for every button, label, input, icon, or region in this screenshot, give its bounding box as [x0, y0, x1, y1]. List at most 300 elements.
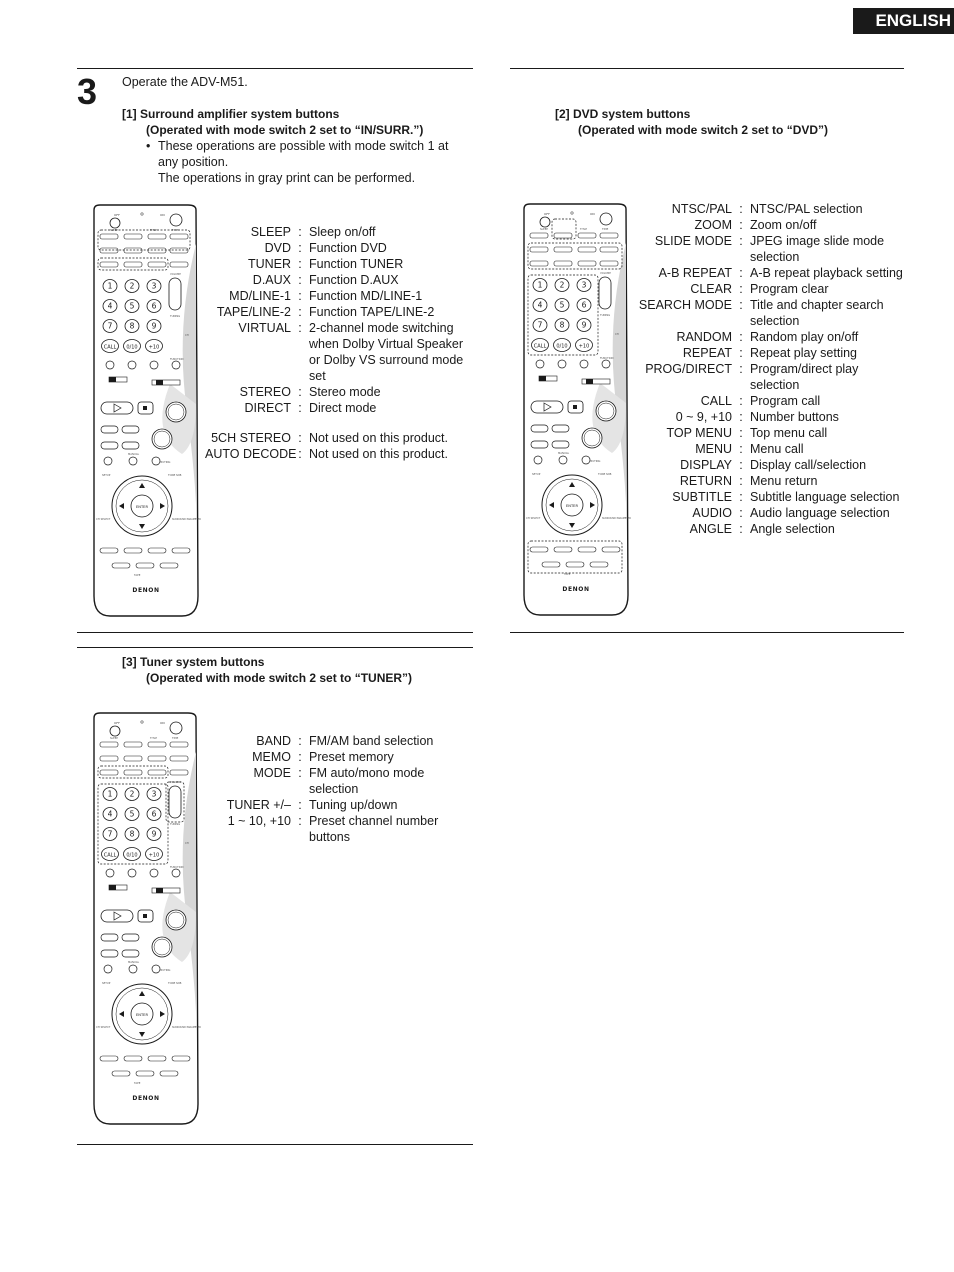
remote-round-button — [152, 965, 160, 973]
remote-label: MANUAL — [558, 452, 570, 455]
enter-label: ENTER — [136, 1013, 148, 1017]
separator: : — [739, 474, 743, 488]
remote-small-button — [100, 770, 118, 775]
function-description: Menu return — [750, 474, 818, 488]
remote-round-button — [106, 361, 114, 369]
function-description: Program call — [750, 394, 821, 408]
remote-label: MUTING — [160, 461, 171, 464]
remote-label: SURROUND PARAMETER — [602, 517, 631, 520]
remote-label: MUTING — [590, 460, 601, 463]
separator: : — [739, 330, 743, 344]
step-intro: Operate the ADV-M51. — [122, 75, 248, 89]
function-description: Random play on/off — [750, 330, 859, 344]
remote-small-button — [578, 233, 596, 238]
skip-button — [101, 442, 118, 449]
remote-round-button — [104, 457, 112, 465]
remote-label: SETUP — [532, 473, 541, 476]
skip-button — [122, 442, 139, 449]
remote-label: TIME — [172, 737, 179, 740]
function-key: DIRECT — [244, 401, 291, 415]
function-row — [638, 201, 903, 217]
function-description: Not used on this product. — [309, 431, 448, 445]
function-key — [638, 377, 732, 393]
remote-small-button — [148, 262, 166, 267]
separator: : — [739, 298, 743, 312]
function-row — [205, 368, 463, 384]
separator: : — [739, 282, 743, 296]
function-row — [205, 416, 463, 430]
remote-label: VOLUME — [600, 272, 611, 275]
number-key-label: +10 — [148, 344, 160, 351]
remote-label: TIME — [602, 228, 609, 231]
function-row — [638, 313, 903, 329]
remote-small-button — [100, 262, 118, 267]
function-row — [205, 446, 463, 462]
remote-label: OFF — [114, 721, 120, 725]
number-key-label: 8 — [129, 829, 135, 839]
number-key-label: 5 — [559, 300, 565, 310]
function-row — [638, 521, 903, 537]
function-row — [205, 304, 463, 320]
remote-small-button — [590, 562, 608, 567]
skip-button — [552, 425, 569, 432]
remote-label: VOLUME — [170, 781, 181, 784]
remote-small-button — [530, 247, 548, 252]
skip-button — [122, 934, 139, 941]
function-description: Repeat play setting — [750, 346, 858, 360]
play-button — [101, 910, 133, 922]
separator — [732, 377, 750, 393]
function-key: SUBTITLE — [672, 490, 732, 504]
section2-title: [2] DVD system buttons — [555, 107, 691, 121]
remote-small-button — [160, 1071, 178, 1076]
remote-label: FUNCTION — [170, 358, 184, 361]
function-description: Angle selection — [750, 522, 835, 536]
number-key-label: 6 — [151, 301, 157, 311]
number-key-label: 7 — [537, 320, 543, 330]
note-line: These operations are possible with mode switch 1 at — [158, 139, 449, 153]
remote-round-button — [128, 869, 136, 877]
function-description: Number buttons — [750, 410, 839, 424]
remote-label: TAPE — [564, 573, 571, 576]
remote-label: TUNING — [170, 315, 181, 318]
remote-round-button — [129, 457, 137, 465]
remote-label: TONE SDB — [168, 474, 182, 477]
section3-function-table — [205, 733, 438, 845]
remote-label: FUNCTION — [170, 866, 184, 869]
play-button — [101, 402, 133, 414]
remote-small-button — [170, 234, 188, 239]
skip-button — [122, 950, 139, 957]
separator: : — [739, 202, 743, 216]
skip-button — [122, 426, 139, 433]
function-description: Top menu call — [750, 426, 828, 440]
function-key: TUNER +/– — [226, 798, 291, 812]
stop-icon — [143, 914, 147, 918]
function-description: FM auto/mono mode — [309, 766, 425, 780]
function-row — [638, 409, 903, 425]
number-key-label: 8 — [559, 320, 565, 330]
function-description: A-B repeat playback setting — [750, 266, 903, 280]
function-key: DISPLAY — [680, 458, 732, 472]
function-description: selection — [309, 782, 359, 796]
remote-round-button — [152, 457, 160, 465]
remote-small-button — [566, 562, 584, 567]
separator — [291, 416, 309, 430]
function-key: BAND — [256, 734, 291, 748]
remote-small-button — [124, 1056, 142, 1061]
function-key: 1 ~ 10, +10 — [227, 814, 291, 828]
remote-small-button — [100, 1056, 118, 1061]
function-key — [205, 336, 291, 352]
function-key: TUNER — [247, 257, 291, 271]
remote-round-button — [602, 360, 610, 368]
separator: : — [298, 289, 302, 303]
play-button — [531, 401, 563, 413]
function-description: Function MD/LINE-1 — [309, 289, 423, 303]
function-description: 2-channel mode switching — [309, 321, 454, 335]
remote-label: CH — [185, 334, 189, 337]
remote-label: TITLE — [580, 228, 588, 231]
remote-label: CH SELECT — [96, 1026, 111, 1029]
remote-label: TUNING — [600, 314, 611, 317]
mode-switch-slider — [109, 377, 116, 382]
remote-small-button — [112, 563, 130, 568]
remote-small-button — [170, 756, 188, 761]
function-key — [205, 352, 291, 368]
function-description: Preset channel number — [309, 814, 439, 828]
separator: : — [739, 426, 743, 440]
number-key-label: CALL — [103, 852, 117, 859]
remote-label: ON — [160, 213, 165, 217]
function-row — [638, 425, 903, 441]
remote-small-button — [100, 234, 118, 239]
function-key: MODE — [253, 766, 291, 780]
function-description: Program/direct play — [750, 362, 859, 376]
function-row — [638, 457, 903, 473]
function-key: A-B REPEAT — [658, 266, 732, 280]
remote-small-button — [112, 1071, 130, 1076]
function-key — [638, 249, 732, 265]
divider — [77, 632, 473, 633]
separator: : — [298, 385, 302, 399]
number-key-label: +10 — [578, 343, 590, 350]
remote-small-button — [602, 547, 620, 552]
jog-button — [166, 910, 186, 930]
function-row — [638, 473, 903, 489]
mode-switch-slider — [109, 885, 116, 890]
function-description: Function DVD — [309, 241, 387, 255]
function-description: Audio language selection — [750, 506, 890, 520]
divider — [77, 647, 473, 648]
separator: : — [298, 447, 302, 461]
function-row — [205, 829, 438, 845]
skip-button — [552, 441, 569, 448]
separator: : — [739, 218, 743, 232]
number-key-label: 2 — [129, 281, 135, 291]
bullet: • — [146, 139, 151, 153]
function-key: DVD — [264, 241, 291, 255]
function-key: MEMO — [252, 750, 291, 764]
remote-control-illustration — [520, 203, 632, 619]
remote-small-button — [148, 756, 166, 761]
function-key: SEARCH MODE — [638, 298, 732, 312]
separator: : — [298, 766, 302, 780]
remote-label: CH — [615, 333, 619, 336]
function-key: STEREO — [239, 385, 291, 399]
volume-rocker — [599, 277, 611, 309]
skip-button — [101, 950, 118, 957]
section1-subtitle: (Operated with mode switch 2 set to “IN/SURR.”) — [146, 123, 424, 137]
section3-subtitle: (Operated with mode switch 2 set to “TUNER”) — [146, 671, 413, 685]
separator — [732, 313, 750, 329]
remote-control-illustration — [90, 204, 202, 620]
remote-small-button — [148, 742, 166, 747]
function-key: ZOOM — [694, 218, 732, 232]
number-key-label: +10 — [148, 852, 160, 859]
skip-button — [531, 425, 548, 432]
note-line: any position. — [158, 155, 229, 169]
separator: : — [739, 266, 743, 280]
remote-small-button — [170, 770, 188, 775]
number-key-label: 3 — [151, 789, 157, 799]
function-key: AUDIO — [692, 506, 732, 520]
remote-round-button — [172, 361, 180, 369]
function-description: Preset memory — [309, 750, 394, 764]
note-line: The operations in gray print can be performed. — [158, 171, 416, 185]
remote-small-button — [170, 248, 188, 253]
function-key — [638, 313, 732, 329]
function-key: TOP MENU — [666, 426, 732, 440]
remote-small-button — [542, 562, 560, 567]
remote-round-button — [150, 361, 158, 369]
separator: : — [298, 401, 302, 415]
power-button — [600, 213, 612, 225]
function-key: SLIDE MODE — [654, 234, 732, 248]
function-description: NTSC/PAL selection — [750, 202, 863, 216]
jog-button — [166, 402, 186, 422]
remote-small-button — [136, 1071, 154, 1076]
skip-button — [101, 426, 118, 433]
remote-round-button — [104, 965, 112, 973]
remote-small-button — [124, 756, 142, 761]
function-row — [638, 265, 903, 281]
function-key — [205, 781, 291, 797]
number-key-label: 1 — [107, 789, 113, 799]
number-key-label: 4 — [107, 301, 113, 311]
enter-label: ENTER — [136, 505, 148, 509]
jog-button — [596, 401, 616, 421]
function-row — [638, 281, 903, 297]
separator: : — [739, 490, 743, 504]
number-key-label: 7 — [107, 321, 113, 331]
remote-small-button — [170, 742, 188, 747]
function-row — [205, 336, 463, 352]
remote-round-button — [106, 869, 114, 877]
section3-title: [3] Tuner system buttons — [122, 655, 265, 669]
separator: : — [298, 273, 302, 287]
function-description: Function D.AUX — [309, 273, 399, 287]
separator — [291, 368, 309, 384]
function-description: Sleep on/off — [309, 225, 376, 239]
function-row — [205, 797, 438, 813]
function-row — [205, 813, 438, 829]
section1-title: [1] Surround amplifier system buttons — [122, 107, 340, 121]
remote-label: OFF — [114, 213, 120, 217]
number-key-label: 0/10 — [556, 343, 568, 350]
remote-small-button — [172, 1056, 190, 1061]
remote-label: ON — [160, 721, 165, 725]
function-key: NTSC/PAL — [671, 202, 732, 216]
number-key-label: 7 — [107, 829, 113, 839]
remote-round-button — [129, 965, 137, 973]
function-key: MD/LINE-1 — [229, 289, 291, 303]
step-number: 3 — [77, 71, 98, 112]
section2-subtitle: (Operated with mode switch 2 set to “DVD”) — [578, 123, 829, 137]
function-description: selection — [750, 378, 800, 392]
function-description: buttons — [309, 830, 351, 844]
remote-label: VOLUME — [170, 273, 181, 276]
remote-small-button — [600, 233, 618, 238]
remote-label: CH SELECT — [96, 518, 111, 521]
number-key-label: 0/10 — [126, 852, 138, 859]
off-button — [110, 218, 120, 228]
function-row — [638, 505, 903, 521]
remote-round-button — [582, 456, 590, 464]
function-description: selection — [750, 250, 800, 264]
function-row — [205, 320, 463, 336]
remote-label: SETUP — [102, 982, 111, 985]
function-description: or Dolby VS surround mode — [309, 353, 464, 367]
number-key-label: 6 — [581, 300, 587, 310]
function-key: RANDOM — [676, 330, 732, 344]
remote-label: TONE SDB — [168, 982, 182, 985]
function-key: VIRTUAL — [238, 321, 291, 335]
number-key-label: 2 — [559, 280, 565, 290]
remote-small-button — [170, 262, 188, 267]
separator — [291, 829, 309, 845]
remote-label: CH — [185, 842, 189, 845]
number-key-label: 2 — [129, 789, 135, 799]
remote-small-button — [100, 548, 118, 553]
function-description: Tuning up/down — [309, 798, 398, 812]
power-button — [170, 214, 182, 226]
remote-label: SURROUND PARAMETER — [172, 518, 201, 521]
remote-round-button — [150, 869, 158, 877]
number-key-label: 3 — [581, 280, 587, 290]
separator: : — [298, 225, 302, 239]
function-description: Direct mode — [309, 401, 377, 415]
section1-function-table — [205, 224, 463, 462]
function-key: CLEAR — [690, 282, 732, 296]
function-row — [638, 345, 903, 361]
remote-label: SLEEP — [540, 228, 548, 231]
number-key-label: 1 — [107, 281, 113, 291]
function-description: Title and chapter search — [750, 298, 884, 312]
brand-logo: DENON — [132, 1095, 160, 1102]
remote-round-button — [128, 361, 136, 369]
remote-small-button — [148, 548, 166, 553]
separator: : — [739, 346, 743, 360]
function-row — [638, 361, 903, 377]
section2-function-table — [638, 201, 903, 537]
off-button — [540, 217, 550, 227]
remote-round-button — [536, 360, 544, 368]
enter-label: ENTER — [566, 504, 578, 508]
function-key — [205, 829, 291, 845]
function-key: D.AUX — [252, 273, 291, 287]
number-key-label: 9 — [151, 321, 157, 331]
remote-label: TUNING — [170, 823, 181, 826]
remote-small-button — [148, 770, 166, 775]
function-description: selection — [750, 314, 800, 328]
separator: : — [298, 305, 302, 319]
remote-small-button — [160, 563, 178, 568]
function-row — [638, 329, 903, 345]
remote-small-button — [530, 261, 548, 266]
remote-small-button — [100, 742, 118, 747]
number-key-label: 5 — [129, 301, 135, 311]
mode-switch-slider — [156, 888, 163, 893]
remote-small-button — [124, 742, 142, 747]
separator — [291, 352, 309, 368]
function-row — [638, 233, 903, 249]
number-key-label: 0/10 — [126, 344, 138, 351]
remote-round-button — [534, 456, 542, 464]
power-button — [170, 722, 182, 734]
jog-button — [152, 937, 172, 957]
function-description: Not used on this product. — [309, 447, 448, 461]
function-description: JPEG image slide mode — [750, 234, 885, 248]
separator: : — [298, 241, 302, 255]
remote-small-button — [124, 548, 142, 553]
skip-button — [531, 441, 548, 448]
function-row — [205, 240, 463, 256]
separator: : — [298, 798, 302, 812]
function-key — [205, 368, 291, 384]
separator: : — [298, 750, 302, 764]
function-row — [638, 393, 903, 409]
number-key-label: 1 — [537, 280, 543, 290]
remote-small-button — [148, 1056, 166, 1061]
function-row — [205, 224, 463, 240]
language-tab: ENGLISH — [853, 8, 954, 34]
stop-icon — [573, 405, 577, 409]
number-key-label: 6 — [151, 809, 157, 819]
function-description: Menu call — [750, 442, 804, 456]
function-row — [205, 400, 463, 416]
remote-round-button — [172, 869, 180, 877]
remote-label: TITLE — [150, 229, 158, 232]
function-key: SLEEP — [250, 225, 291, 239]
function-key: REPEAT — [682, 346, 732, 360]
remote-label: TITLE — [150, 737, 158, 740]
separator: : — [739, 522, 743, 536]
brand-logo: DENON — [132, 587, 160, 594]
remote-small-button — [554, 261, 572, 266]
remote-small-button — [100, 248, 118, 253]
function-key: 0 ~ 9, +10 — [675, 410, 732, 424]
function-key: AUTO DECODE — [205, 447, 297, 461]
function-key: CALL — [700, 394, 732, 408]
separator — [732, 249, 750, 265]
remote-small-button — [124, 262, 142, 267]
separator: : — [298, 734, 302, 748]
function-row — [205, 352, 463, 368]
function-row — [638, 249, 903, 265]
number-key-label: 5 — [129, 809, 135, 819]
jog-button — [152, 429, 172, 449]
